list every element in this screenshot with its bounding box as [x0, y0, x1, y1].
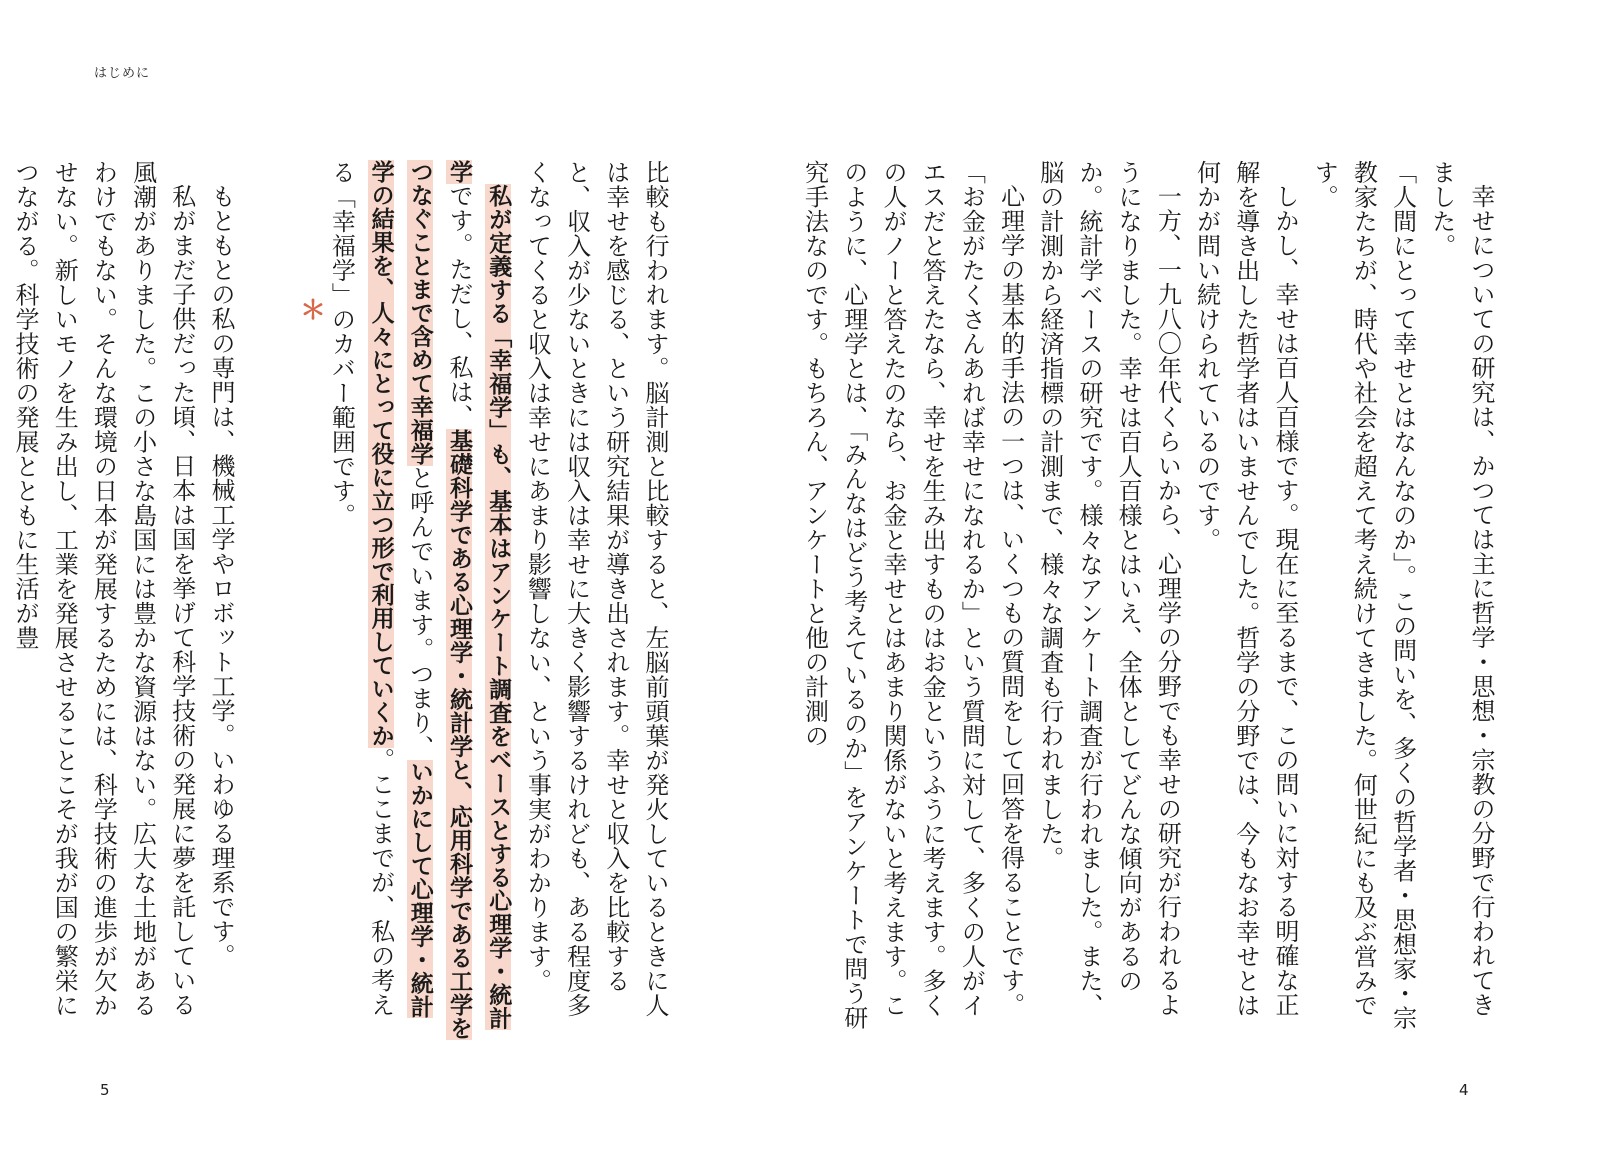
left-page-upper-text — [324, 160, 674, 1040]
left-page-lower-text — [10, 160, 240, 1040]
right-paragraph-3: しかし、幸せは百人百様です。現在に至るまで、この問いに対する明確な正解を導き出した哲学者はいませんでした。哲学の分野では、今もなお幸せとは何かが問い続けられているのです。 — [1192, 160, 1299, 1018]
right-paragraph-1: 幸せについての研究は、かつては主に哲学・思想・宗教の分野で行われてきました。 — [1427, 160, 1495, 1017]
left-paragraph-4: 私がまだ子供だった頃、日本は国を挙げて科学技術の発展に夢を託している風潮がありました。この小さな島国には豊かな資源はない。広大な土地があるわけでもない。そんな環境の日本が発展するためには、科学技術の進歩が欠かせない。新しいモノを生み出し、工業を発展させることこそが我が国の繁栄につながる。科学技術の発展とともに生活が豊 — [10, 160, 196, 1018]
plain-span-3: 。ここまでが、私の考える「幸福学」のカバー範囲です。 — [327, 160, 395, 1017]
plain-span-1: です。ただし、私は、 — [444, 183, 473, 429]
left-paragraph-1: 比較も行われます。脳計測と比較すると、左脳前頭葉が発火しているときに人は幸せを感じる、という研究結果が導き出されます。幸せと収入を比較すると、収入が少ないときには収入は幸せに大きく影響するけれども、ある程度多くなってくると収入は幸せにあまり影響しない、という事実がわかります。 — [523, 160, 669, 1018]
right-paragraph-4: 一方、一九八〇年代くらいから、心理学の分野でも幸せの研究が行われるようになりました。幸せは百人百様とはいえ、全体としてどんな傾向があるのか。統計学ベースの研究です。様々なアンケート調査が行われました。また、脳の計測から経済指標の計測まで、様々な調査も行われました。 — [1035, 160, 1182, 1018]
highlight-span-1: 私が定義する「幸福学」も、基本はアンケート調査をベースとする心理学・統計学 — [445, 160, 512, 1030]
right-page-text — [800, 160, 1500, 1040]
right-paragraph-5: 心理学の基本的手法の一つは、いくつもの質問をして回答を得ることです。「お金がたくさんあれば幸せになれるか」という質問に対して、多くの人がイエスだと答えたなら、幸せを生み出すものはお金というふうに考えます。多くの人がノーと答えたのなら、お金と幸せとはあまり関係がないと考えます。このように、心理学とは、「みんなはどう考えているのか」をアンケートで問う研究手法なのです。もちろん、アンケートと他の計測の — [800, 160, 1025, 1030]
highlight-span-2: 基礎科学である心理学・統計学と、応用科学である工学をつなぐことまで含めて幸福学 — [406, 160, 472, 1040]
plain-span-2: と呼んでいます。つまり、 — [405, 465, 434, 760]
left-paragraph-3: もともとの私の専門は、機械工学やロボット工学。いわゆる理系です。 — [207, 184, 235, 968]
right-page — [800, 0, 1600, 1175]
page-number-left: 5 — [100, 1081, 110, 1099]
page-number-right: 4 — [1459, 1081, 1469, 1099]
section-break-asterisk: ＊ — [300, 296, 327, 326]
running-head: はじめに — [94, 66, 151, 81]
highlight-span-3: いかにして心理学・統計学の結果を、人々にとって役に立つ形で利用していくか — [367, 160, 433, 1018]
right-paragraph-2: 「人間にとって幸せとはなんなのか」。この問いを、多くの哲学者・思想家・宗教家たちが、時代や社会を超えて考え続けてきました。何世紀にも及ぶ営みです。 — [1310, 160, 1417, 1030]
highlight-paragraph — [321, 160, 517, 1040]
